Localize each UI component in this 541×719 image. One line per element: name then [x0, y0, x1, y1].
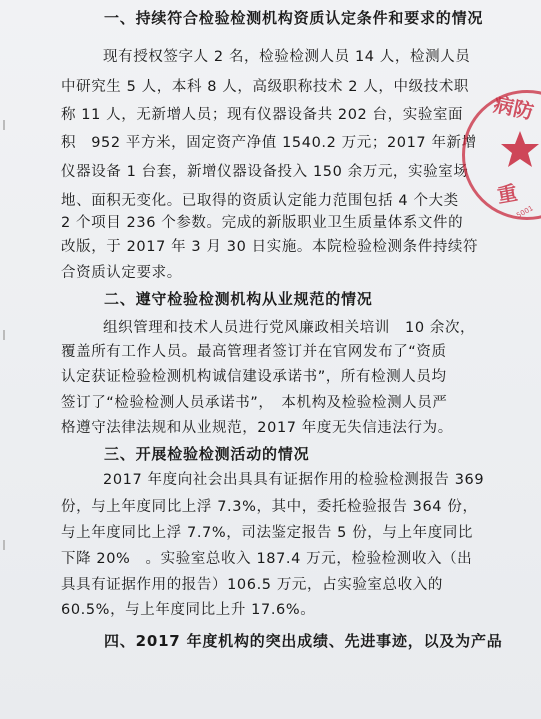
- section-3-line-4: 下降 20% 。实验室总收入 187.4 万元，检验检测收入（出: [61, 551, 473, 567]
- section-1-line-1: 现有授权签字人 2 名，检验检测人员 14 人，检测人员: [103, 49, 471, 65]
- section-2-line-1: 组织管理和技术人员进行党风廉政相关培训 10 余次，: [103, 320, 476, 336]
- section-2-line-4: 签订了“检验检测人员承诺书”， 本机构及检验检测人员严: [61, 395, 448, 411]
- section-3-line-2: 份，与上年度同比上浮 7.3%，其中，委托检验报告 364 份，: [61, 499, 478, 515]
- section-4-heading: 四、2017 年度机构的突出成绩、先进事迹，以及为产品: [104, 632, 503, 650]
- seal-text-top: 病防: [491, 92, 536, 124]
- section-3-line-3: 与上年度同比上浮 7.7%，司法鉴定报告 5 份，与上年度同比: [61, 525, 473, 541]
- section-2-heading: 二、遵守检验检测机构从业规范的情况: [104, 290, 373, 308]
- binding-mark: [3, 330, 5, 340]
- section-1-line-8: 改版，于 2017 年 3 月 30 日实施。本院检验检测条件持续符: [61, 239, 479, 255]
- section-1-heading: 一、持续符合检验检测机构资质认定条件和要求的情况: [104, 9, 484, 27]
- section-1-line-6: 地、面积无变化。已取得的资质认定能力范围包括 4 个大类: [61, 193, 459, 209]
- section-1-line-7: 2 个项目 236 个参数。完成的新版职业卫生质量体系文件的: [61, 215, 464, 231]
- seal-code: 5001: [515, 204, 535, 220]
- seal-star-icon: [500, 130, 540, 168]
- section-3-heading: 三、开展检验检测活动的情况: [104, 445, 310, 463]
- seal-text-bottom: 重: [495, 180, 520, 208]
- section-3-line-5: 具具有证据作用的报告）106.5 万元，占实验室总收入的: [61, 577, 443, 593]
- section-2-line-2: 覆盖所有工作人员。最高管理者签订并在官网发布了“资质: [61, 344, 447, 360]
- section-3-line-1: 2017 年度向社会出具具有证据作用的检验检测报告 369: [103, 472, 485, 488]
- section-1-line-2: 中研究生 5 人，本科 8 人，高级职称技术 2 人，中级技术职: [61, 79, 470, 95]
- section-1-line-5: 仪器设备 1 台套，新增仪器设备投入 150 余万元，实验室场: [61, 164, 469, 180]
- section-1-line-3: 称 11 人，无新增人员；现有仪器设备共 202 台，实验室面: [61, 107, 464, 123]
- section-2-line-5: 格遵守法律法规和从业规范，2017 年度无失信违法行为。: [61, 420, 453, 436]
- section-3-line-6: 60.5%，与上年度同比上升 17.6%。: [61, 602, 316, 618]
- section-1-line-4: 积 952 平方米，固定资产净值 1540.2 万元；2017 年新增: [61, 135, 477, 151]
- binding-mark: [3, 540, 5, 550]
- binding-mark: [3, 120, 5, 130]
- section-2-line-3: 认定获证检验检测机构诚信建设承诺书”，所有检测人员均: [61, 369, 447, 385]
- section-1-line-9: 合资质认定要求。: [61, 265, 182, 281]
